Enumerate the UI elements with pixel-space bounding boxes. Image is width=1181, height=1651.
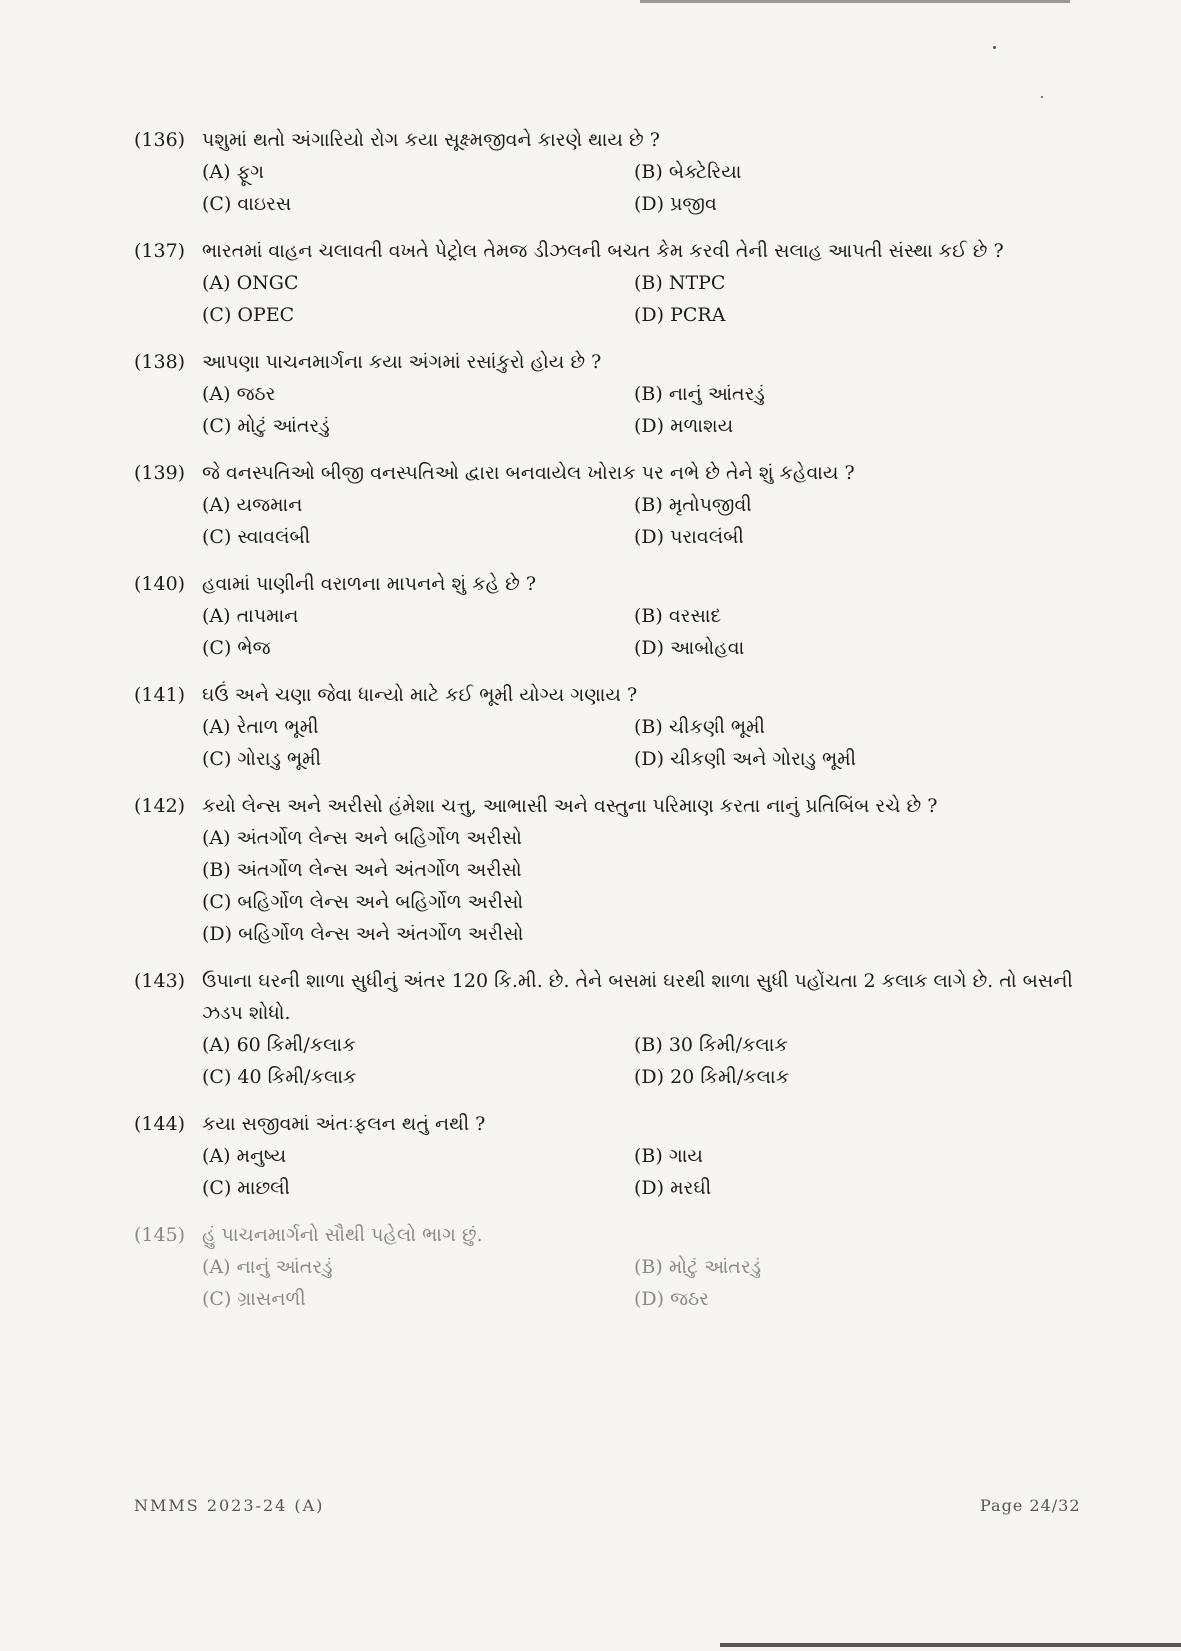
option-c: (C) બહિર્ગોળ લેન્સ અને બહિર્ગોળ અરીસો xyxy=(202,891,524,913)
option-b: (B) વરસાદ xyxy=(634,605,722,627)
option-b: (B) અંતર્ગોળ લેન્સ અને અંતર્ગોળ અરીસો xyxy=(202,859,522,881)
option-d: (D) બહિર્ગોળ લેન્સ અને અંતર્ગોળ અરીસો xyxy=(202,923,524,945)
question-number: (138) xyxy=(134,351,186,373)
option-c: (C) 40 કિમી/કલાક xyxy=(202,1066,357,1088)
option-d: (D) PCRA xyxy=(634,304,726,326)
question-text: હવામાં પાણીની વરાળના માપનને શું કહે છે ? xyxy=(202,573,537,595)
question-145 xyxy=(134,1219,1094,1315)
option-d: (D) આબોહવા xyxy=(634,637,745,659)
option-d: (D) મળાશય xyxy=(634,415,734,437)
option-d: (D) જઠર xyxy=(634,1288,709,1310)
question-text: ઘઉં અને ચણા જેવા ધાન્યો માટે કઈ ભૂમી યોગ્ય ગણાય ? xyxy=(202,684,638,706)
scan-speck xyxy=(1041,96,1043,98)
question-text: હું પાચનમાર્ગનો સૌથી પહેલો ભાગ છું. xyxy=(202,1224,483,1246)
question-142 xyxy=(134,790,1094,950)
options-grid xyxy=(134,378,1094,442)
question-number: (145) xyxy=(134,1224,186,1246)
page-edge-top xyxy=(640,0,1070,3)
option-d: (D) મરઘી xyxy=(634,1177,712,1199)
option-b: (B) મૃતોપજીવી xyxy=(634,494,752,516)
option-b: (B) મોટું આંતરડું xyxy=(634,1256,762,1278)
option-c: (C) OPEC xyxy=(202,304,295,326)
option-a: (A) મનુષ્ય xyxy=(202,1145,287,1167)
option-b: (B) NTPC xyxy=(634,272,726,294)
options-grid xyxy=(134,1140,1094,1204)
option-a: (A) જઠર xyxy=(202,383,276,405)
option-c: (C) સ્વાવલંબી xyxy=(202,526,311,548)
question-text: કયો લેન્સ અને અરીસો હંમેશા ચત્તુ, આભાસી અને વસ્તુના પરિમાણ કરતા નાનું પ્રતિબિંબ રચે છે ? xyxy=(202,795,938,817)
page-number: Page 24/32 xyxy=(980,1496,1081,1515)
option-b: (B) ગાય xyxy=(634,1145,703,1167)
question-137 xyxy=(134,235,1094,331)
option-a: (A) 60 કિમી/કલાક xyxy=(202,1034,356,1056)
question-text: ભારતમાં વાહન ચલાવતી વખતે પેટ્રોલ તેમજ ડીઝલની બચત કેમ કરવી તેની સલાહ આપતી સંસ્થા કઈ છે ? xyxy=(202,240,1004,262)
question-143 xyxy=(134,965,1094,1093)
option-a: (A) રેતાળ ભૂમી xyxy=(202,716,319,738)
option-a: (A) યજમાન xyxy=(202,494,303,516)
question-number: (139) xyxy=(134,462,186,484)
option-b: (B) નાનું આંતરડું xyxy=(634,383,765,405)
exam-code: NMMS 2023-24 (A) xyxy=(134,1496,325,1515)
option-a: (A) નાનું આંતરડું xyxy=(202,1256,333,1278)
options-grid xyxy=(134,711,1094,775)
option-a: (A) અંતર્ગોળ લેન્સ અને બહિર્ગોળ અરીસો xyxy=(202,827,522,849)
question-144 xyxy=(134,1108,1094,1204)
options-grid xyxy=(134,156,1094,220)
question-text: આપણા પાચનમાર્ગના કયા અંગમાં રસાંકુરો હોય છે ? xyxy=(202,351,602,373)
option-c: (C) ભેજ xyxy=(202,637,271,659)
option-d: (D) પરાવલંબી xyxy=(634,526,744,548)
option-b: (B) 30 કિમી/કલાક xyxy=(634,1034,788,1056)
question-139 xyxy=(134,457,1094,553)
option-c: (C) મોટું આંતરડું xyxy=(202,415,330,437)
option-c: (C) વાઇરસ xyxy=(202,193,292,215)
question-text: પશુમાં થતો અંગારિયો રોગ કયા સૂક્ષ્મજીવને કારણે થાય છે ? xyxy=(202,129,660,151)
option-c: (C) માછલી xyxy=(202,1177,290,1199)
options-grid xyxy=(134,1029,1094,1093)
options-grid xyxy=(134,1251,1094,1315)
options-grid xyxy=(134,267,1094,331)
question-number: (141) xyxy=(134,684,186,706)
options-grid xyxy=(134,600,1094,664)
question-text: જે વનસ્પતિઓ બીજી વનસ્પતિઓ દ્વારા બનવાયેલ ખોરાક પર નભે છે તેને શું કહેવાય ? xyxy=(202,462,855,484)
question-number: (143) xyxy=(134,970,186,992)
option-c: (C) ગ્રાસનળી xyxy=(202,1288,306,1310)
option-c: (C) ગોરાડુ ભૂમી xyxy=(202,748,322,770)
option-a: (A) ફૂગ xyxy=(202,161,265,183)
scan-speck xyxy=(993,46,996,49)
question-number: (142) xyxy=(134,795,186,817)
question-140 xyxy=(134,568,1094,664)
option-d: (D) પ્રજીવ xyxy=(634,193,717,215)
question-sheet xyxy=(134,124,1094,1330)
question-136 xyxy=(134,124,1094,220)
option-b: (B) બેક્ટેરિયા xyxy=(634,161,742,183)
question-text: કયા સજીવમાં અંતઃફલન થતું નથી ? xyxy=(202,1113,486,1135)
options-list xyxy=(134,822,1094,950)
question-number: (136) xyxy=(134,129,186,151)
options-grid xyxy=(134,489,1094,553)
option-a: (A) તાપમાન xyxy=(202,605,299,627)
option-b: (B) ચીકણી ભૂમી xyxy=(634,716,765,738)
question-text: ઉપાના ઘરની શાળા સુધીનું અંતર 120 કિ.મી. છે. તેને બસમાં ઘરથી શાળા સુધી પહોંચતા 2 કલાક લાગે છે. તો બસની ઝડપ શોધો. xyxy=(202,970,1073,1024)
question-number: (140) xyxy=(134,573,186,595)
option-d: (D) 20 કિમી/કલાક xyxy=(634,1066,790,1088)
question-number: (144) xyxy=(134,1113,186,1135)
question-number: (137) xyxy=(134,240,186,262)
option-d: (D) ચીકણી અને ગોરાડુ ભૂમી xyxy=(634,748,857,770)
option-a: (A) ONGC xyxy=(202,272,299,294)
page-edge-bottom xyxy=(720,1643,1181,1647)
question-141 xyxy=(134,679,1094,775)
question-138 xyxy=(134,346,1094,442)
